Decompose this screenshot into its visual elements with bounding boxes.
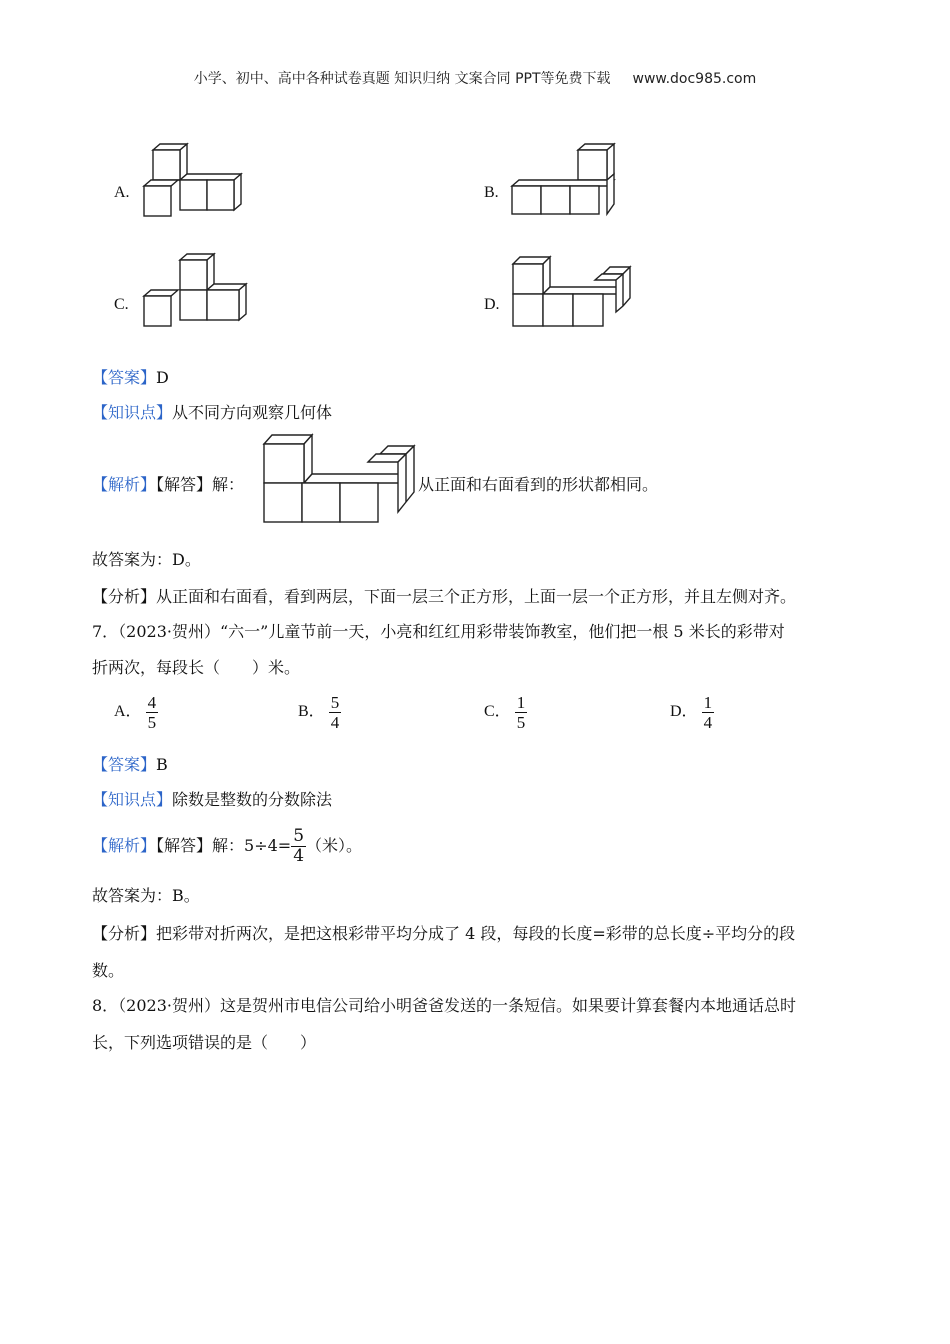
denominator: 4 (330, 713, 340, 732)
option-c-figure (142, 250, 252, 330)
q7-analysis (92, 824, 362, 868)
q6-analysis (92, 475, 244, 495)
q7-answer (92, 755, 168, 775)
solution-unit: （米）。 (306, 836, 363, 855)
option-label: A． (114, 703, 142, 721)
q7-fenxi-line1: 【分析】把彩带对折两次，是把这根彩带平均分成了 4 段，每段的长度=彩带的总长度÷平均分的段 (92, 924, 796, 943)
solution-tag: 【解答】 (156, 836, 213, 855)
option-d-figure (510, 254, 634, 330)
q7-fenxi-line2: 数。 (92, 961, 125, 980)
q7-option-c (484, 693, 527, 732)
numerator: 1 (516, 693, 526, 712)
solution-figure (262, 432, 418, 526)
option-label: D． (670, 703, 698, 721)
knowledge-value: 除数是整数的分数除法 (172, 790, 333, 809)
answer-value: B (156, 755, 168, 774)
analysis-tag: 【解析】 (92, 475, 157, 494)
fraction (702, 693, 715, 732)
solution-tag: 【解答】 (156, 475, 213, 494)
numerator: 1 (703, 693, 713, 712)
option-b-figure (510, 142, 620, 222)
solution-prefix: 解：5÷4= (212, 836, 292, 855)
q8-stem-line2: 长，下列选项错误的是（ ） (92, 1033, 317, 1052)
q7-knowledge (92, 790, 332, 810)
numerator: 5 (330, 693, 340, 712)
option-a-figure (142, 142, 252, 222)
q6-answer (92, 368, 169, 388)
q8-stem-line1: 8．（2023·贺州）这是贺州市电信公司给小明爸爸发送的一条短信。如果要计算套餐内本地通话总时 (92, 996, 796, 1015)
knowledge-value: 从不同方向观察几何体 (172, 403, 333, 422)
q6-conclusion: 故答案为：D。 (92, 550, 201, 569)
q7-stem-line2: 折两次，每段长（ ）米。 (92, 658, 301, 677)
numerator: 5 (293, 826, 305, 846)
solution-fraction (291, 827, 306, 866)
fraction (329, 693, 342, 732)
solution-prefix: 解： (212, 475, 245, 494)
option-c-label: C. (114, 296, 129, 313)
option-label: C． (484, 703, 511, 721)
solution-text: 从正面和右面看到的形状都相同。 (418, 475, 659, 494)
knowledge-tag: 【知识点】 (92, 790, 173, 809)
option-d-label: D. (484, 296, 500, 313)
option-label: B． (298, 703, 325, 721)
fraction (515, 693, 528, 732)
q6-fenxi: 【分析】从正面和右面看，看到两层，下面一层三个正方形，上面一层一个正方形，并且左侧对齐。 (92, 587, 797, 606)
answer-tag: 【答案】 (92, 368, 157, 387)
q6-knowledge (92, 403, 332, 423)
denominator: 5 (516, 713, 526, 732)
fraction (146, 693, 159, 732)
page-header (0, 68, 950, 88)
q7-option-d (670, 693, 714, 732)
header-url: www.doc985.com (632, 71, 757, 87)
q7-option-a (114, 693, 158, 732)
denominator: 4 (293, 846, 305, 866)
option-a-label: A. (114, 184, 130, 201)
q7-option-b (298, 693, 341, 732)
knowledge-tag: 【知识点】 (92, 403, 173, 422)
q7-stem-line1: 7．（2023·贺州）“六一”儿童节前一天，小亮和红红用彩带装饰教室，他们把一根 5 米长的彩带对 (92, 622, 785, 641)
option-b-label: B. (484, 184, 499, 201)
numerator: 4 (147, 693, 157, 712)
analysis-tag: 【解析】 (92, 836, 157, 855)
denominator: 4 (703, 713, 713, 732)
answer-tag: 【答案】 (92, 755, 157, 774)
q7-conclusion: 故答案为：B。 (92, 886, 200, 905)
answer-value: D (156, 368, 169, 387)
denominator: 5 (147, 713, 157, 732)
header-text: 小学、初中、高中各种试卷真题 知识归纳 文案合同 PPT等免费下载 (193, 71, 611, 87)
